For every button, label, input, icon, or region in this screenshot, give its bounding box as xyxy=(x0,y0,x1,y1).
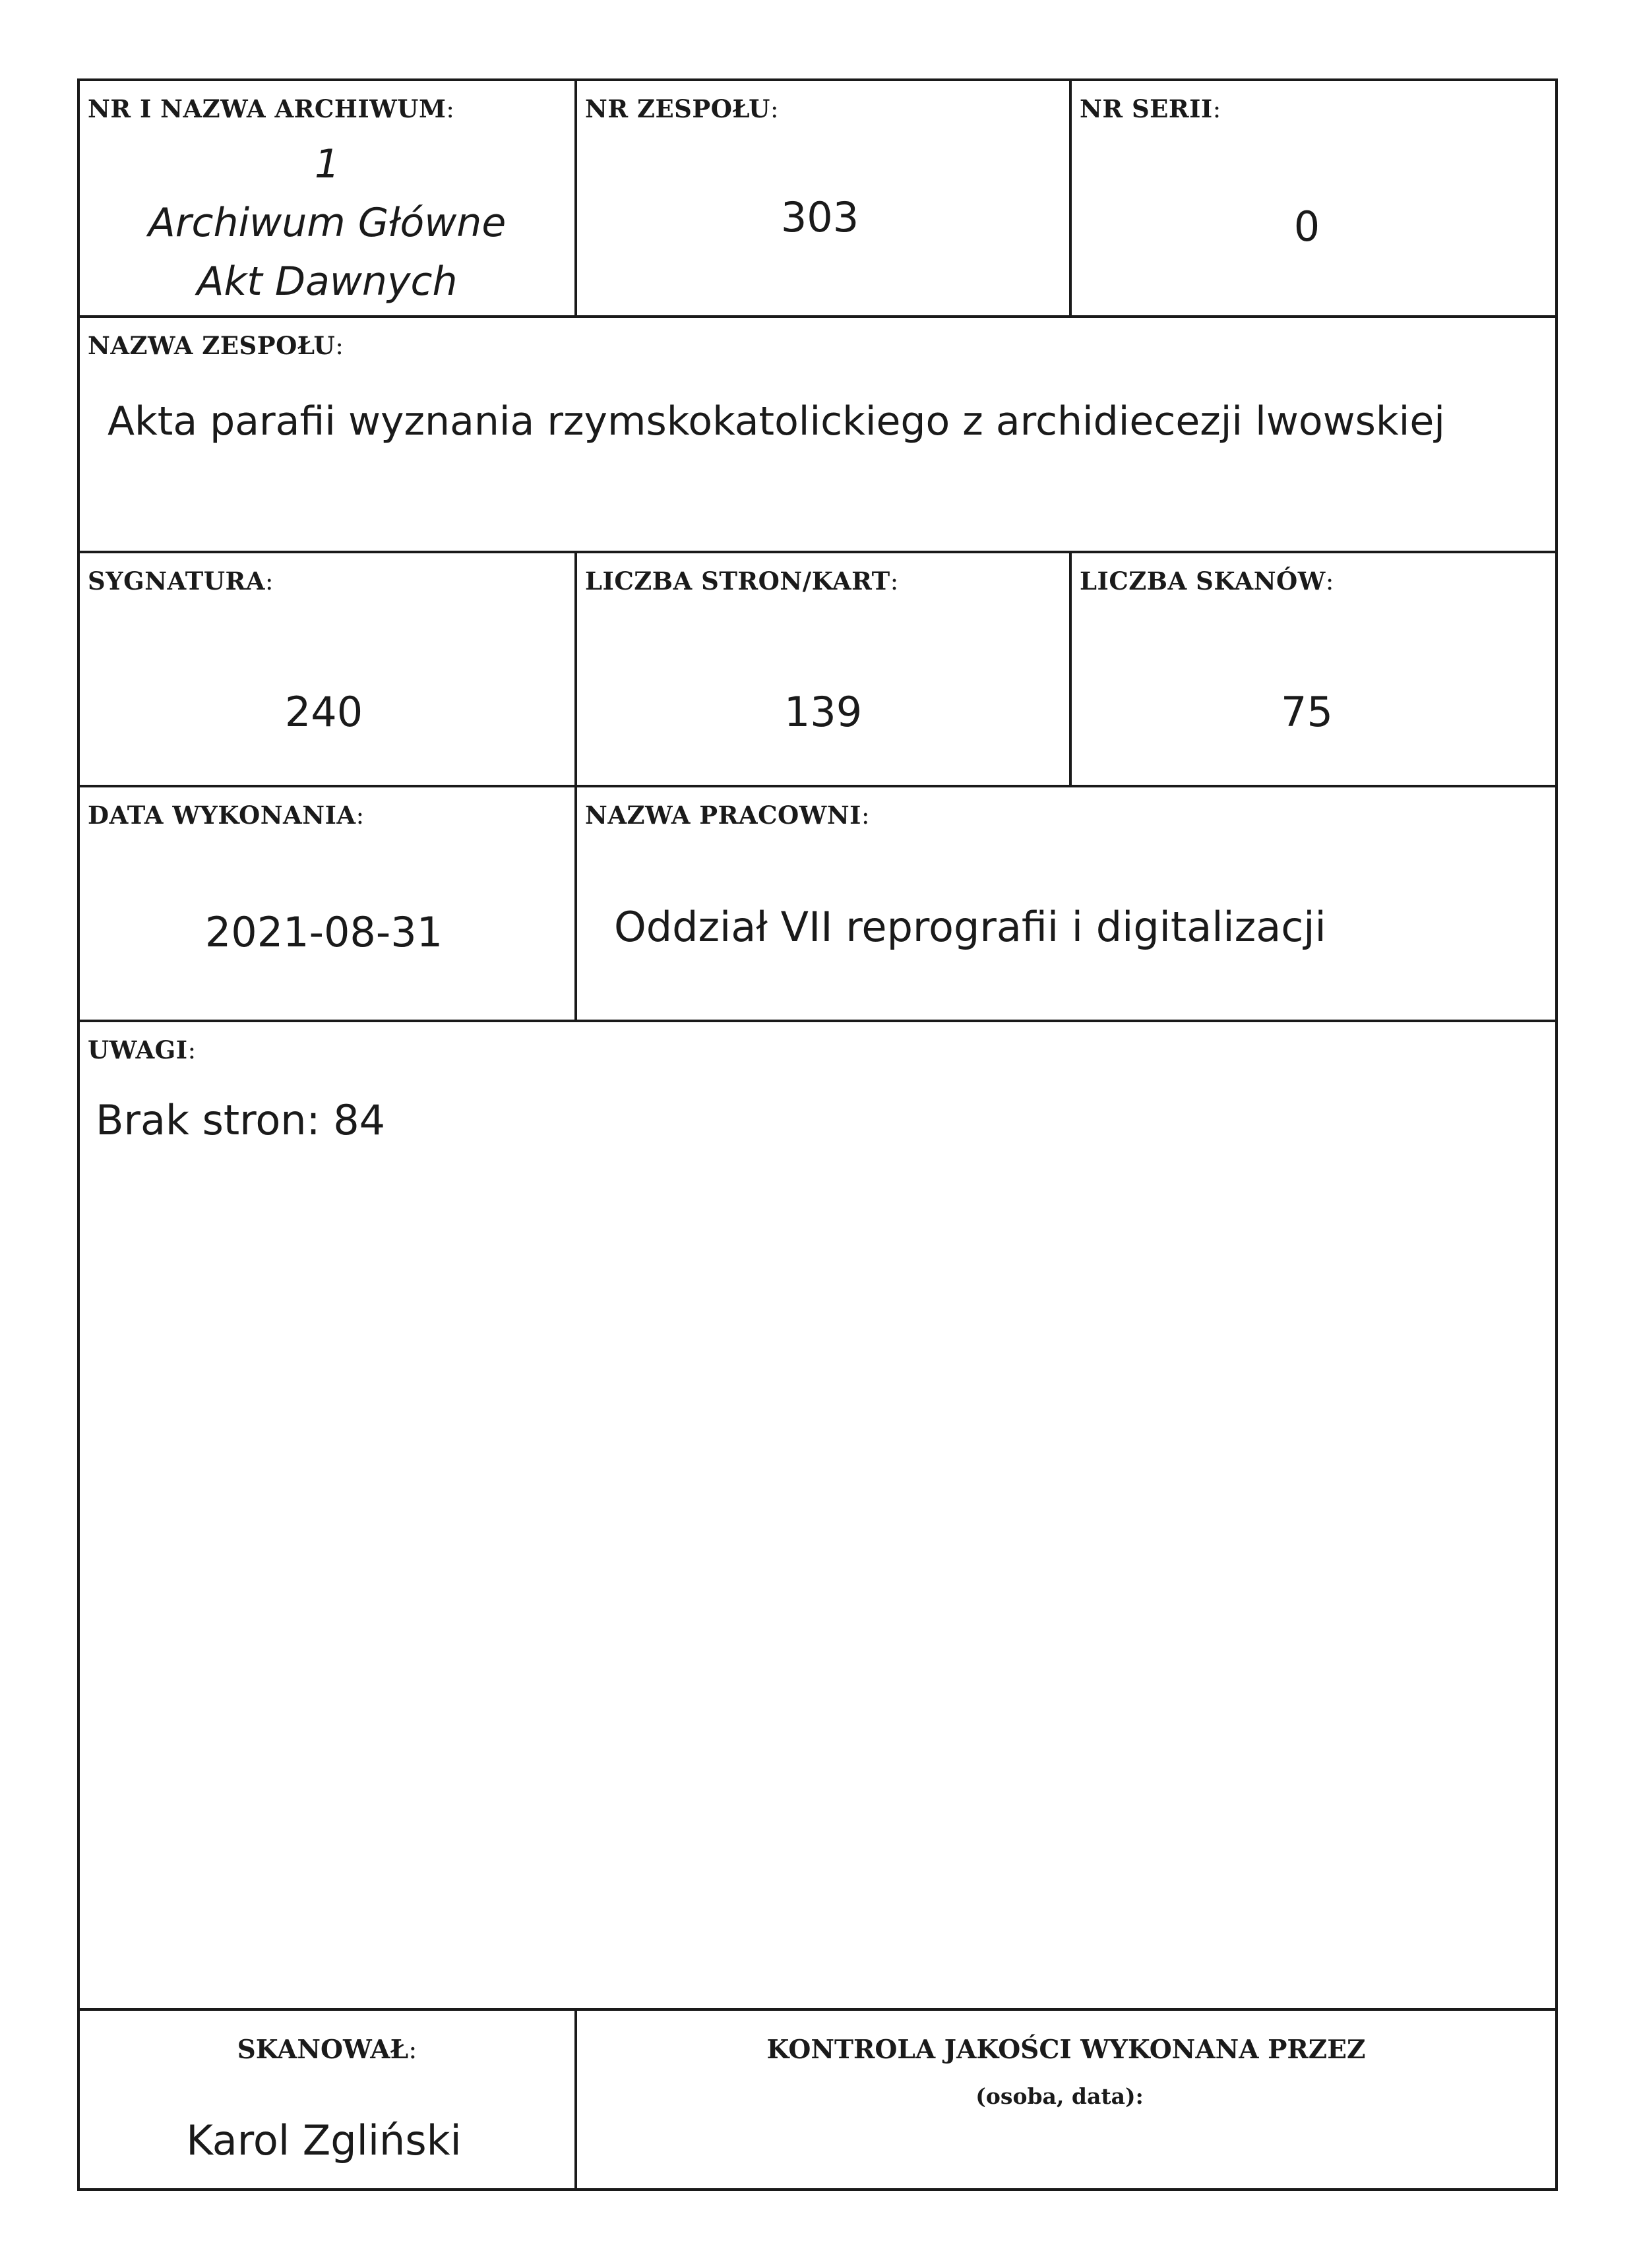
cell-page-count xyxy=(574,553,1069,785)
archive-label: NR I NAZWA ARCHIWUM: xyxy=(88,94,455,123)
cell-execution-date xyxy=(80,787,574,1020)
cell-workshop xyxy=(574,787,1555,1020)
cell-scanned-by xyxy=(80,2011,574,2188)
archive-name-line2: Akt Dawnych xyxy=(197,259,458,305)
fonds-number-label: NR ZESPOŁU: xyxy=(585,94,779,123)
cell-series-number xyxy=(1069,81,1555,315)
workshop-label: NAZWA PRACOWNI: xyxy=(585,801,870,830)
row-counts xyxy=(80,551,1555,785)
cell-archive xyxy=(80,81,574,315)
series-number-value: 0 xyxy=(1293,202,1320,251)
workshop-value: Oddział VII reprografii i digitalizacji xyxy=(614,903,1326,951)
series-number-label: NR SERII: xyxy=(1080,94,1221,123)
quality-control-label: KONTROLA JAKOŚCI WYKONANA PRZEZ xyxy=(766,2035,1366,2065)
row-date-workshop xyxy=(80,785,1555,1020)
row-archive xyxy=(80,81,1555,315)
remarks-label: UWAGI: xyxy=(88,1035,197,1064)
row-fonds-name xyxy=(80,315,1555,551)
fonds-name-value: Akta parafii wyznania rzymskokatolickiego z archidiecezji lwowskiej xyxy=(108,398,1445,444)
row-signoff xyxy=(80,2008,1555,2188)
scan-count-value: 75 xyxy=(1281,688,1333,736)
page-count-value: 139 xyxy=(784,688,863,736)
execution-date-label: DATA WYKONANIA: xyxy=(88,801,365,830)
remarks-value: Brak stron: 84 xyxy=(96,1096,386,1144)
archive-number: 1 xyxy=(314,141,340,187)
page-count-label: LICZBA STRON/KART: xyxy=(585,567,899,596)
execution-date-value: 2021-08-31 xyxy=(204,908,443,956)
scanned-by-label: SKANOWAŁ: xyxy=(237,2035,417,2065)
cell-fonds-number xyxy=(574,81,1069,315)
row-remarks xyxy=(80,1020,1555,2008)
cell-fonds-name xyxy=(80,318,1555,551)
archive-value xyxy=(80,135,574,311)
cell-quality-control xyxy=(574,2011,1555,2188)
signature-value: 240 xyxy=(284,688,363,736)
cell-signature xyxy=(80,553,574,785)
cell-scan-count xyxy=(1069,553,1555,785)
fonds-number-value: 303 xyxy=(780,193,859,241)
quality-control-sublabel: (osoba, data): xyxy=(975,2083,1144,2109)
signature-label: SYGNATURA: xyxy=(88,567,274,596)
metadata-form xyxy=(77,78,1558,2191)
fonds-name-label: NAZWA ZESPOŁU: xyxy=(88,331,344,360)
scanned-by-value: Karol Zgliński xyxy=(186,2116,462,2164)
archive-name-line1: Archiwum Główne xyxy=(148,200,507,246)
cell-remarks xyxy=(80,1022,1555,2008)
scan-count-label: LICZBA SKANÓW: xyxy=(1080,567,1334,596)
